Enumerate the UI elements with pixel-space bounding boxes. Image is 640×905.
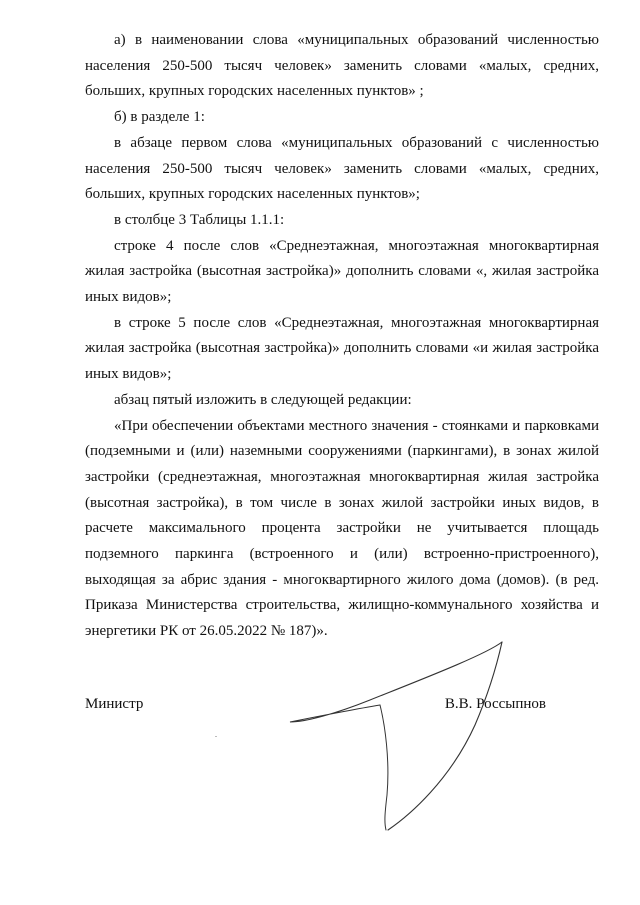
paragraph-fifth-abzac: абзац пятый изложить в следующей редакции:	[114, 391, 412, 408]
paragraph-column3: в столбце 3 Таблицы 1.1.1:	[114, 211, 285, 228]
paragraph-first-abzac: в абзаце первом слова «муниципальных образований с численностью населения 250-500 тысяч человек» заменить словами «малых, средних, больших, крупных городских населенных пунктов»;	[85, 134, 599, 203]
signer-name: В.В. Россыпнов	[444, 696, 546, 712]
document-body	[85, 28, 599, 645]
handwritten-signature	[280, 630, 510, 840]
paragraph-row4: строке 4 после слов «Среднеэтажная, многоэтажная многоквартирная жилая застройка (высотная застройка)» дополнить словами «, жилая застройка иных видов»;	[85, 237, 599, 306]
paragraph-a: а) в наименовании слова «муниципальных образований численностью населения 250-500 тысяч человек» заменить словами «малых, средних, больших, крупных городских населенных пунктов» ;	[85, 32, 599, 100]
signer-title: Министр	[85, 696, 144, 712]
scan-speck	[215, 736, 217, 737]
paragraph-quote: «При обеспечении объектами местного значения - стоянками и парковками (подземными и (или) наземными сооружениями (паркингами), в зонах жилой застройки (среднеэтажная, многоэтажная многоквартирная жилая застройка (высотная застройка), в том числе в зонах жилой застройки иных видов, в расчете максимального процента застройки не учитывается площадь подземного паркинга (встроенного и (или) встроенно-пристроенного), выходящая за абрис здания - многоквартирного жилого дома (домов). (в ред. Приказа Министерства строительства, жилищно-коммунального хозяйства и энергетики РК от 26.05.2022 № 187)».	[85, 417, 599, 640]
paragraph-row5: в строке 5 после слов «Среднеэтажная, многоэтажная многоквартирная жилая застройка (высотная застройка)» дополнить словами «и жилая застройка иных видов»;	[85, 314, 599, 383]
paragraph-b: б) в разделе 1:	[114, 109, 205, 126]
